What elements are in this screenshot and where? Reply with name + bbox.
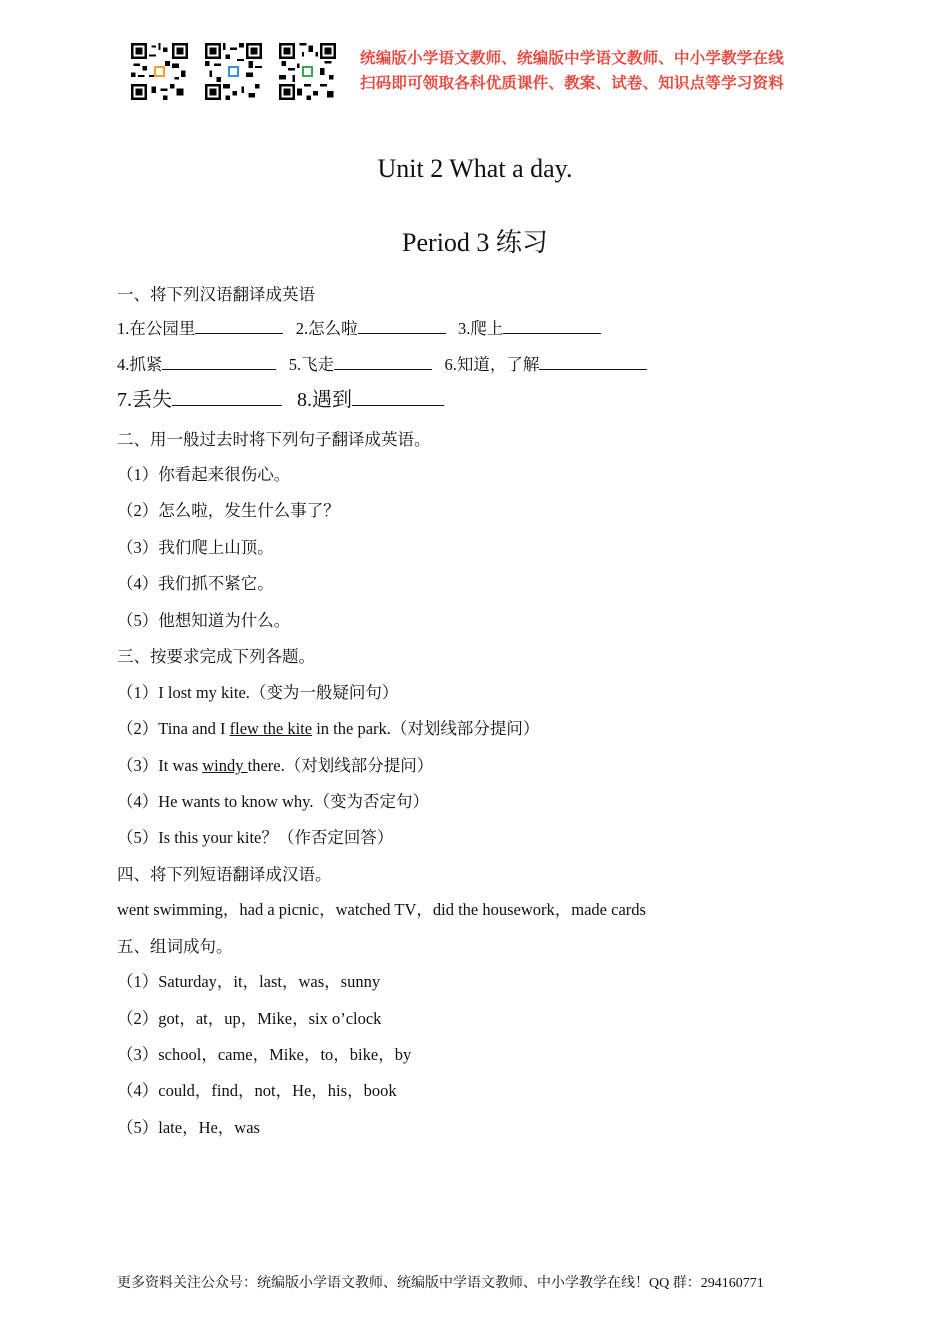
header [131, 43, 831, 101]
footer-note: 更多资料关注公众号：统编版小学语文教师、统编版中学语文教师、中小学教学在线！QQ 群：294160771 [117, 1276, 764, 1291]
section-heading: 三、按要求完成下列各题。 [117, 647, 315, 666]
underlined-phrase: windy [202, 756, 248, 775]
question-item: （4）我们抓不紧它。 [117, 574, 274, 593]
question-label: 8.遇到 [297, 389, 352, 411]
question-text: （3）It was [117, 756, 203, 775]
question-item: （2）怎么啦，发生什么事了？ [117, 501, 340, 520]
question-item: （1）Saturday，it，last，was，sunny [117, 972, 381, 991]
question-label: 6.知道，了解 [444, 355, 540, 374]
question-text: （2）Tina and I [117, 719, 230, 738]
answer-blank [358, 318, 446, 334]
question-item: （3）我们爬上山顶。 [117, 538, 274, 557]
question-item: （4）He wants to know why.（变为否定句） [117, 792, 429, 811]
qr-code-icon [279, 43, 336, 100]
answer-blank [352, 390, 444, 406]
answer-blank [172, 390, 282, 406]
page-title: Unit 2 What a day. [377, 154, 573, 183]
question-label: 4.抓紧 [117, 355, 163, 374]
question-item: （3）school，came，Mike，to，bike，by [117, 1045, 412, 1064]
question-label: 1.在公园里 [117, 319, 196, 338]
question-label: 3.爬上 [458, 319, 504, 338]
phrase-list: went swimming，had a picnic，watched TV，did the housework，made cards [117, 900, 646, 919]
question-label: 7.丢失 [117, 389, 172, 411]
section-heading: 一、将下列汉语翻译成英语 [117, 285, 315, 304]
question-row [117, 318, 601, 340]
answer-blank [334, 354, 432, 370]
answer-blank [162, 354, 276, 370]
answer-blank [195, 318, 283, 334]
question-item: （5）late，He，was [117, 1118, 260, 1137]
question-item: （4）could，find，not，He，his，book [117, 1081, 397, 1100]
section-heading: 二、用一般过去时将下列句子翻译成英语。 [117, 430, 431, 449]
question-item: （1）你看起来很伤心。 [117, 465, 291, 484]
section-heading: 五、组词成句。 [117, 937, 233, 956]
qr-code-icon [131, 43, 188, 100]
question-item: （2）got，at，up，Mike，six o’clock [117, 1009, 382, 1028]
question-item: （1）I lost my kite.（变为一般疑问句） [117, 683, 399, 702]
question-item: （5）他想知道为什么。 [117, 611, 291, 630]
question-item: （5）Is this your kite？（作否定回答） [117, 828, 394, 847]
question-row [117, 389, 444, 411]
section-heading: 四、将下列短语翻译成汉语。 [117, 865, 332, 884]
answer-blank [503, 318, 601, 334]
answer-blank [539, 354, 647, 370]
banner-line: 统编版小学语文教师、统编版中学语文教师、中小学教学在线 [360, 49, 784, 67]
question-text: there.（对划线部分提问） [247, 756, 434, 775]
question-item [117, 755, 433, 777]
question-item [117, 718, 539, 740]
underlined-phrase: flew the kite [229, 719, 313, 738]
page-subtitle: Period 3 练习 [402, 228, 548, 257]
promo-banner [360, 46, 784, 96]
banner-line: 扫码即可领取各科优质课件、教案、试卷、知识点等学习资料 [360, 74, 784, 92]
question-text: in the park.（对划线部分提问） [312, 719, 540, 738]
question-label: 2.怎么啦 [295, 319, 358, 338]
qr-code-icon [205, 43, 262, 100]
question-row [117, 354, 647, 376]
question-label: 5.飞走 [288, 355, 335, 374]
